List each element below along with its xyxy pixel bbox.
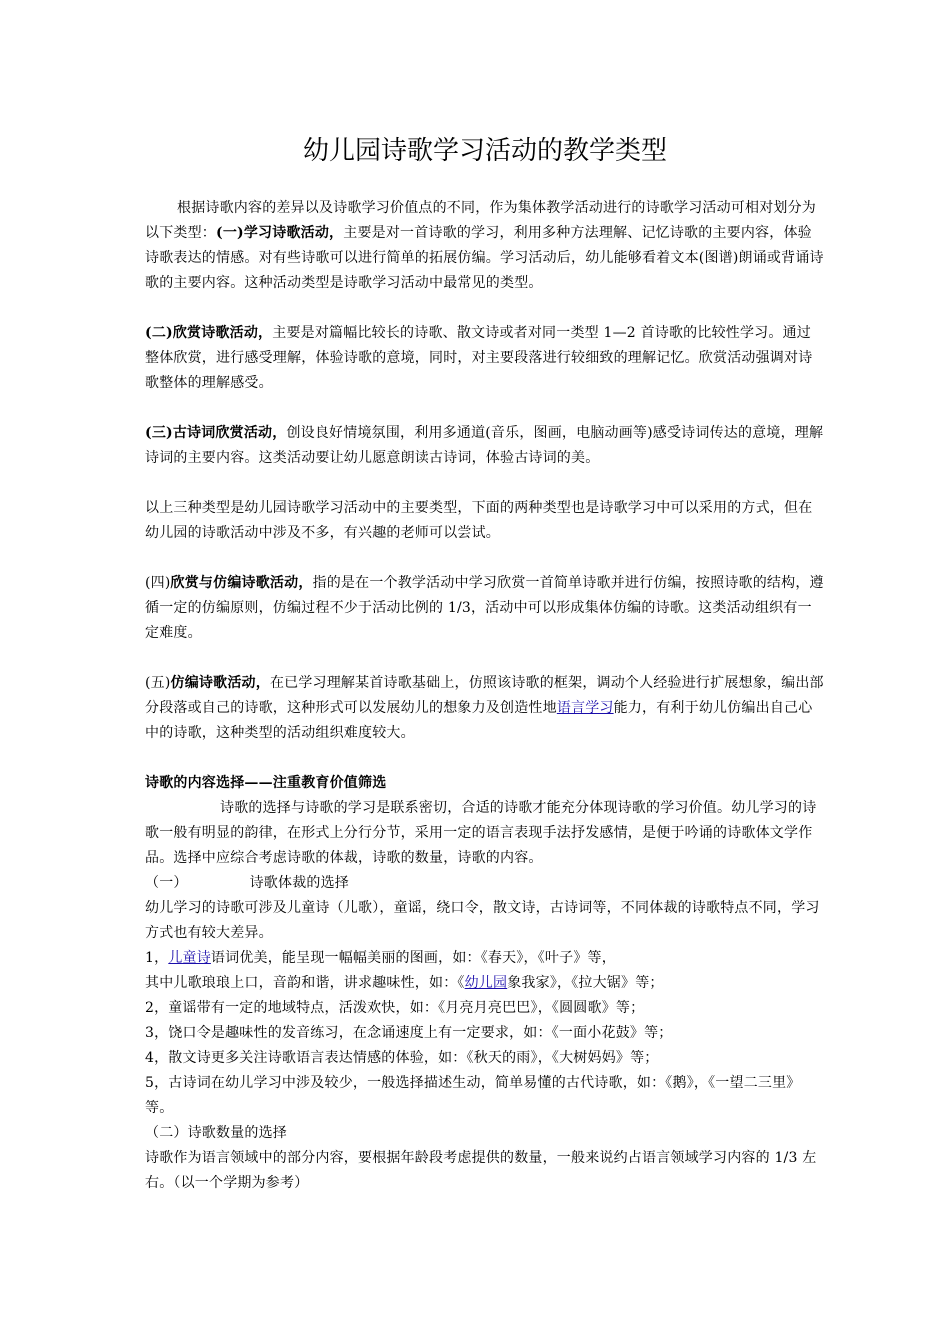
subsection1-number: （一） bbox=[145, 875, 188, 891]
link-language-learning[interactable]: 语言学习 bbox=[556, 700, 614, 716]
type1-heading: (一)学习诗歌活动， bbox=[216, 225, 344, 241]
link-children-poetry[interactable]: 儿童诗 bbox=[168, 950, 211, 966]
list-item-1b-text-end: 象我家》，《拉大锯》等； bbox=[507, 975, 664, 991]
type2-text: 主要是对篇幅比较长的诗歌、散文诗或者对同一类型 1—2 首诗歌的比较性学习。通过整体欣赏，进行感受理解，体验诗歌的意境，同时，对主要段落进行较细致的理解记忆。欣赏活动强调对诗歌整体的理解感受。 bbox=[145, 325, 813, 391]
list-item-3: 3，饶口令是趣味性的发音练习，在念诵速度上有一定要求，如：《一面小花鼓》等； bbox=[145, 1025, 673, 1041]
type5-heading: 仿编诗歌活动， bbox=[170, 675, 270, 691]
subsection1-text: 幼儿学习的诗歌可涉及儿童诗（儿歌），童谣，绕口令，散文诗，古诗词等，不同体裁的诗歌特点不同，学习方式也有较大差异。 bbox=[145, 900, 820, 941]
type5-text: 在已学习理解某首诗歌基础上，仿照该诗歌的框架，调动个人经验进行扩展想象，编出部分段落或自己的诗歌，这种形式可以发展幼儿的想象力及创造性地 bbox=[145, 675, 824, 716]
paragraph-type4 bbox=[145, 571, 825, 646]
paragraph-type3 bbox=[145, 421, 825, 471]
list-item-1b-text: 其中儿歌琅琅上口，音韵和谐，讲求趣味性，如：《 bbox=[145, 975, 465, 991]
type3-text: 创设良好情境氛围，利用多通道(音乐，图画，电脑动画等)感受诗词传达的意境，理解诗词的主要内容。这类活动要让幼儿愿意朗读古诗词，体验古诗词的美。 bbox=[145, 425, 824, 466]
subsection2-text: 诗歌作为语言领域中的部分内容，要根据年龄段考虑提供的数量，一般来说约占语言领域学习内容的 1/3 左右。（以一个学期为参考） bbox=[145, 1150, 817, 1191]
link-kindergarten[interactable]: 幼儿园 bbox=[464, 975, 508, 991]
subsection1-heading bbox=[145, 871, 825, 896]
type5-text-end: 能力，有利于幼儿仿编出自己心中的诗歌，这种类型的活动组织难度较大。 bbox=[145, 700, 813, 741]
list-item-1b bbox=[145, 971, 825, 996]
type2-heading: (二)欣赏诗歌活动， bbox=[145, 325, 273, 341]
type4-text: 指的是在一个教学活动中学习欣赏一首简单诗歌并进行仿编，按照诗歌的结构，遵循一定的仿编原则，仿编过程不少于活动比例的 1/3，活动中可以形成集体仿编的诗歌。这类活动组织有一定难度。 bbox=[145, 575, 824, 641]
type3-heading: (三)古诗词欣赏活动， bbox=[145, 425, 287, 441]
list-item-1-text: 语词优美，能呈现一幅幅美丽的图画，如：《春天》，《叶子》等， bbox=[210, 950, 616, 966]
list-item-5: 5，古诗词在幼儿学习中涉及较少，一般选择描述生动，简单易懂的古代诗歌，如：《鹅》，《一望二三里》等。 bbox=[145, 1075, 801, 1116]
list-item-1 bbox=[145, 946, 825, 971]
subsection1-title: 诗歌体裁的选择 bbox=[249, 875, 350, 891]
section-intro: 诗歌的选择与诗歌的学习是联系密切，合适的诗歌才能充分体现诗歌的学习价值。幼儿学习的诗歌一般有明显的韵律，在形式上分行分节，采用一定的语言表现手法抒发感情，是便于吟诵的诗歌体文学作品。选择中应综合考虑诗歌的体裁，诗歌的数量，诗歌的内容。 bbox=[145, 800, 817, 866]
section-heading bbox=[145, 771, 825, 796]
type4-number: (四) bbox=[145, 575, 171, 591]
type1-text: 主要是对一首诗歌的学习，利用多种方法理解、记忆诗歌的主要内容，体验诗歌表达的情感。对有些诗歌可以进行简单的拓展仿编。学习活动后，幼儿能够看着文本(图谱)朗诵或背诵诗歌的主要内容。这种活动类型是诗歌学习活动中最常见的类型。 bbox=[145, 225, 824, 291]
document-body bbox=[145, 196, 825, 1196]
type4-heading: 欣赏与仿编诗歌活动， bbox=[170, 575, 313, 591]
type5-number: (五) bbox=[145, 675, 171, 691]
page-title: 幼儿园诗歌学习活动的教学类型 bbox=[303, 136, 668, 166]
section-heading-text: 诗歌的内容选择——注重教育价值筛选 bbox=[145, 775, 387, 791]
paragraph-summary: 以上三种类型是幼儿园诗歌学习活动中的主要类型，下面的两种类型也是诗歌学习中可以采用的方式，但在幼儿园的诗歌活动中涉及不多，有兴趣的老师可以尝试。 bbox=[145, 500, 813, 541]
paragraph-type5 bbox=[145, 671, 825, 746]
paragraph-intro bbox=[145, 196, 825, 296]
list-item-4: 4，散文诗更多关注诗歌语言表达情感的体验，如：《秋天的雨》，《大树妈妈》等； bbox=[145, 1050, 659, 1066]
paragraph-type2 bbox=[145, 321, 825, 396]
list-item-1-number: 1， bbox=[145, 950, 169, 966]
subsection2-heading: （二）诗歌数量的选择 bbox=[145, 1125, 287, 1141]
list-item-2: 2，童谣带有一定的地域特点，活泼欢快，如：《月亮月亮巴巴》，《圆圆歌》等； bbox=[145, 1000, 645, 1016]
intro-text: 根据诗歌内容的差异以及诗歌学习价值点的不同，作为集体教学活动进行的诗歌学习活动可相对划分为以下类型： bbox=[145, 200, 816, 241]
